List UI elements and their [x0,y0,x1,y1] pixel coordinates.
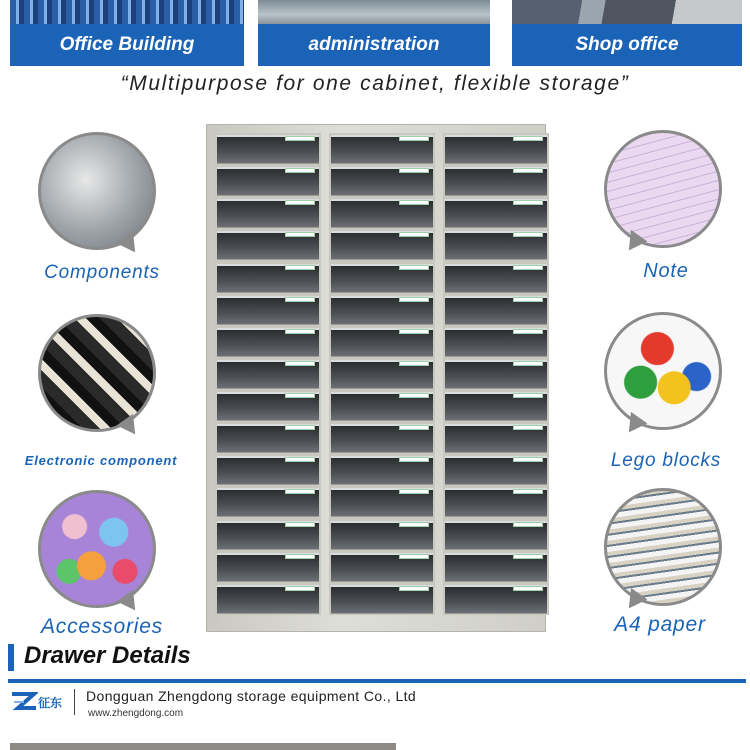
section-title: Drawer Details [24,642,191,669]
drawer-label-slot [285,297,315,302]
section-divider [8,679,746,683]
cabinet-drawer [217,328,319,357]
drawer-label-slot [399,168,429,173]
cabinet-drawer [217,264,319,293]
relays-icon [38,314,156,432]
cabinet-drawer [445,264,547,293]
cabinet-drawer [445,231,547,260]
bubble-components [38,132,160,250]
drawer-label-slot [285,554,315,559]
drawer-label-slot [399,329,429,334]
drawer-label-slot [513,586,543,591]
cabinet-column [215,133,321,615]
company-name: Dongguan Zhengdong storage equipment Co., Ltd [86,688,417,704]
cabinet-drawer [331,328,433,357]
drawer-label-slot [513,489,543,494]
drawer-label-slot [513,265,543,270]
cabinet-drawer [445,328,547,357]
cabinet-drawer [445,360,547,389]
banner-label: Shop office [512,24,742,66]
use-label-electronic: Electronic component [24,453,178,468]
use-label-lego: Lego blocks [610,450,722,471]
cabinet-drawer [331,135,433,164]
cabinet-drawer [445,296,547,325]
cabinet-drawer [331,456,433,485]
bubble-electronic [38,314,160,432]
cabinet-drawer [331,521,433,550]
bubble-note [604,130,726,248]
cabinet-drawer [217,392,319,421]
paper-form-icon [604,130,722,248]
cabinet-drawer [217,135,319,164]
drawer-label-slot [399,425,429,430]
cabinet-drawer [445,521,547,550]
use-label-components: Components [44,262,160,283]
lego-icon [604,312,722,430]
cabinet-drawer [445,392,547,421]
drawer-label-slot [513,361,543,366]
bubble-a4-paper [604,488,726,606]
next-section-image-edge [10,743,396,750]
drawer-label-slot [399,586,429,591]
drawer-label-slot [399,554,429,559]
drawer-label-slot [399,232,429,237]
banner-office-building [10,0,244,66]
cabinet-drawer [331,488,433,517]
cabinet-drawer [445,199,547,228]
cabinet-drawer [445,424,547,453]
use-label-accessories: Accessories [40,615,163,638]
drawer-label-slot [513,522,543,527]
cabinet-column [329,133,435,615]
banner-label: Office Building [10,24,244,66]
cabinet-drawer [445,167,547,196]
drawer-label-slot [399,489,429,494]
drawer-label-slot [285,232,315,237]
cabinet-drawer [331,199,433,228]
drawer-label-slot [285,489,315,494]
drawer-label-slot [285,393,315,398]
cabinet-drawer [445,553,547,582]
drawer-label-slot [513,457,543,462]
cabinet-drawer [331,231,433,260]
cabinet-drawer [331,360,433,389]
drawer-label-slot [285,361,315,366]
cabinet-drawer [331,296,433,325]
drawer-label-slot [285,425,315,430]
drawer-label-slot [399,297,429,302]
company-logo-icon [10,690,38,714]
drawer-label-slot [285,265,315,270]
drawer-label-slot [513,554,543,559]
drawer-label-slot [513,232,543,237]
banner-administration [258,0,490,66]
use-label-note: Note [643,260,689,282]
cabinet-drawer [331,264,433,293]
cabinet-drawer [217,167,319,196]
bubble-lego [604,312,726,430]
cabinet-drawer [217,231,319,260]
tagline: “Multipurpose for one cabinet, flexible storage” [120,72,630,95]
cabinet-drawer [445,456,547,485]
drawer-label-slot [399,361,429,366]
cabinet-drawer [331,167,433,196]
drawer-label-slot [513,136,543,141]
cabinet-drawer [217,521,319,550]
banner-label: administration [258,24,490,66]
bubble-accessories [38,490,160,608]
beads-icon [38,490,156,608]
paper-stack-icon [604,488,722,606]
drawer-label-slot [285,136,315,141]
drawer-label-slot [285,457,315,462]
drawer-label-slot [399,522,429,527]
section-accent-bar [8,644,14,671]
cabinet-drawer [445,488,547,517]
banner-photo [512,0,742,24]
drawer-label-slot [285,522,315,527]
drawer-label-slot [513,393,543,398]
company-logo-text: 征东 [38,696,63,710]
drawer-label-slot [399,265,429,270]
drawer-label-slot [399,200,429,205]
drawer-label-slot [513,168,543,173]
cabinet-drawer [445,135,547,164]
cabinet-drawer [217,424,319,453]
drawer-label-slot [513,297,543,302]
drawer-label-slot [513,200,543,205]
screws-bolts-icon [38,132,156,250]
use-label-a4-paper: A4 paper [614,613,706,636]
cabinet-drawer [217,199,319,228]
drawer-label-slot [513,425,543,430]
cabinet-column [443,133,549,615]
company-website[interactable]: www.zhengdong.com [88,708,184,719]
drawer-cabinet [206,124,546,632]
cabinet-drawer [331,424,433,453]
cabinet-drawer [217,585,319,614]
drawer-label-slot [285,200,315,205]
drawer-label-slot [399,136,429,141]
cabinet-drawer [217,456,319,485]
cabinet-drawer [217,488,319,517]
banner-photo [10,0,244,24]
logo-divider [74,689,75,715]
drawer-label-slot [399,393,429,398]
cabinet-drawer [445,585,547,614]
cabinet-drawer [331,585,433,614]
drawer-label-slot [513,329,543,334]
banner-photo [258,0,490,24]
drawer-label-slot [399,457,429,462]
cabinet-drawer [331,392,433,421]
drawer-label-slot [285,168,315,173]
drawer-label-slot [285,586,315,591]
banner-shop-office [512,0,742,66]
cabinet-drawer [217,553,319,582]
cabinet-drawer [217,296,319,325]
drawer-label-slot [285,329,315,334]
cabinet-drawer [217,360,319,389]
cabinet-drawer [331,553,433,582]
